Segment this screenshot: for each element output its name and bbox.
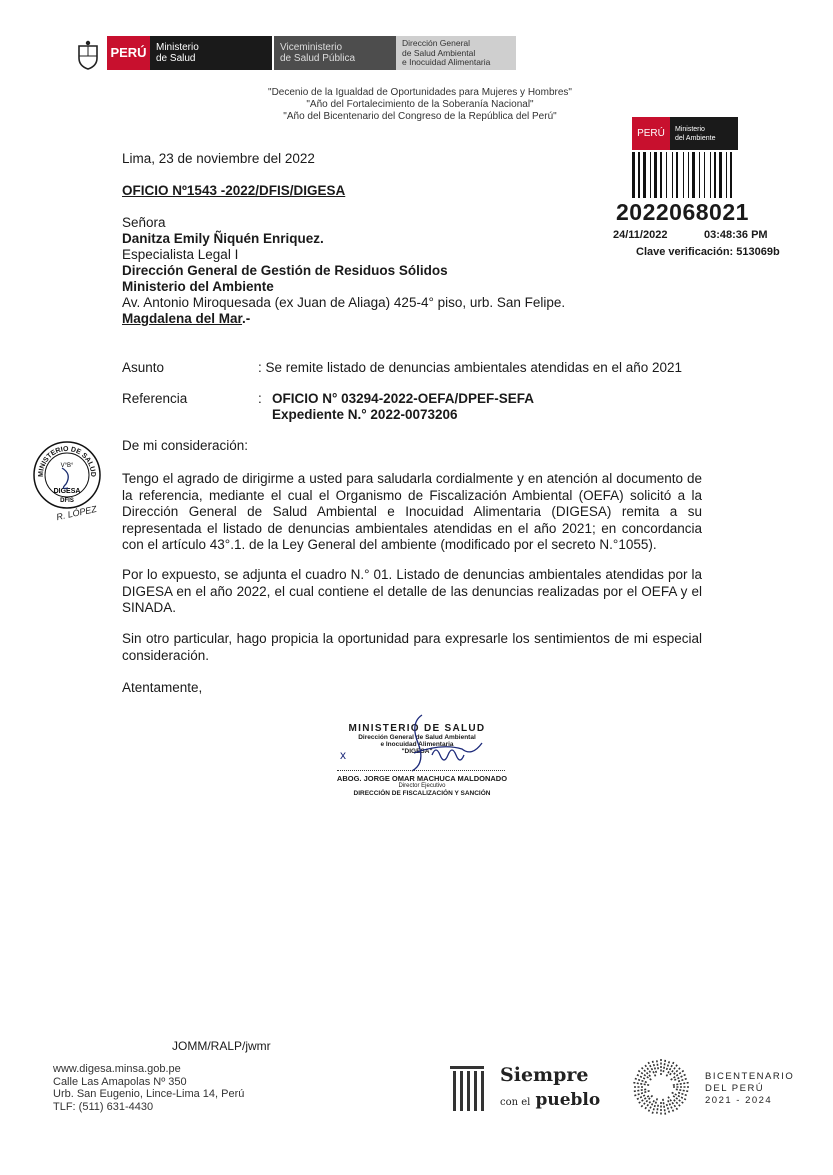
barcode-bar [704, 152, 705, 198]
header-mottos [200, 87, 640, 123]
barcode-bar [730, 152, 732, 198]
signatory-unit: DIRECCIÓN DE FISCALIZACIÓN Y SANCIÓN [353, 790, 491, 797]
barcode-bar [699, 152, 700, 198]
asunto-label: Asunto [122, 360, 165, 375]
header-direction-line: Dirección General [402, 38, 471, 48]
recipient-role: Especialista Legal I [122, 247, 239, 262]
footer-address-line: Calle Las Amapolas Nº 350 [53, 1075, 187, 1088]
barcode-bar [643, 152, 646, 198]
sunburst-ray [678, 1078, 688, 1081]
stamp-verification-key: Clave verificación: 513069b [636, 246, 780, 258]
seal-vb: V°B° [60, 463, 74, 469]
header-peru-label: PERÚ [107, 36, 150, 70]
bicent-line: 2021 - 2024 [705, 1095, 773, 1106]
seal-inner-text: DIGESA [53, 488, 81, 495]
sunburst-ray [663, 1099, 666, 1115]
stamp-ministry-line: Ministerio [675, 126, 705, 133]
signature-ministry: MINISTERIO DE SALUD [348, 723, 486, 734]
bicentenario-text [705, 1071, 794, 1107]
header-ministry [150, 36, 272, 70]
footer-address-line: Urb. San Eugenio, Lince-Lima 14, Perú [53, 1088, 245, 1100]
barcode-bar [714, 152, 716, 198]
greeting: De mi consideración: [122, 438, 249, 453]
recipient-city [122, 311, 250, 328]
barcode-bar [638, 152, 640, 198]
barcode-bar [654, 152, 657, 198]
svg-text:x: x [340, 748, 346, 762]
city-suffix: .- [242, 311, 251, 326]
sunburst-ray [657, 1059, 659, 1069]
sunburst-ray [678, 1093, 688, 1096]
barcode-bar [688, 152, 689, 198]
letter-reference-number: OFICIO Nº1543 -2022/DFIS/DIGESA [122, 183, 346, 198]
sunburst-ray [645, 1102, 651, 1110]
barcode-bar [710, 152, 711, 198]
sunburst-ray [633, 1089, 646, 1091]
barcode-bar [650, 152, 651, 198]
siempre-text: Siempre [500, 1064, 589, 1086]
letter-date: Lima, 23 de noviembre del 2022 [122, 151, 315, 166]
barcode-bar [719, 152, 722, 198]
sunburst-ray [636, 1095, 645, 1100]
pueblo-text: pueblo [535, 1090, 601, 1110]
barcode-bar [666, 152, 667, 198]
approval-seal-icon [32, 440, 102, 510]
signature-direction-line: e Inocuidad Alimentaria [380, 741, 454, 748]
referencia-label: Referencia [122, 391, 188, 406]
bicent-line: BICENTENARIO [705, 1071, 795, 1082]
referencia-oficio: OFICIO N° 03294-2022-OEFA/DPEF-SEFA [272, 391, 534, 406]
body-paragraph-1: Tengo el agrado de dirigirme a usted para saludarla cordialmente y en atención al documento de la referencia, mediante el cual el Organismo de Fiscalización Ambiental (OEFA) solicitó a la Dirección General de Salud Ambiental e Inocuidad Alimentaria (DIGESA) remita a su representada el listado de denuncias ambientales atendidas en el año 2021; en concordancia con el artículo 43°.1. de la Ley General del ambiente (modificado por el secreto N.°1055). [122, 471, 702, 552]
barcode-bar [660, 152, 662, 198]
coat-of-arms-icon [76, 40, 100, 70]
sunburst-ray [657, 1105, 659, 1115]
barcode-bar [726, 152, 727, 198]
signatory-name: ABOG. JORGE OMAR MACHUCA MALDONADO [336, 774, 508, 783]
con-el-text: con el [500, 1097, 531, 1108]
stamp-time: 03:48:36 PM [704, 229, 768, 241]
sunburst-ray [667, 1104, 670, 1114]
footer-contact [53, 1063, 244, 1113]
header-ministry-line: Ministerio [156, 42, 199, 53]
body-paragraph-2: Por lo expuesto, se adjunta el cuadro N.° 01. Listado de denuncias ambientales atendidas por la DIGESA en el año 2022, el cual contiene el detalle de las denuncias realizadas por el OEFA y el SINADA. [122, 567, 702, 615]
recipient-address: Av. Antonio Miroquesada (ex Juan de Aliaga) 425-4° piso, urb. San Felipe. [122, 295, 566, 310]
seal-dfis: DFIS [60, 498, 74, 504]
signature-direction-line: Dirección General de Salud Ambiental [358, 734, 476, 741]
stamp-ministry-line: del Ambiente [675, 135, 716, 142]
signature-block [322, 713, 512, 808]
barcode-bar [672, 152, 673, 198]
body-paragraph-3: Sin otro particular, hago propicia la oportunidad para expresarle los sentimientos de mi especial consideración. [122, 631, 702, 663]
sunburst-ray [633, 1083, 649, 1086]
motto-line: "Año del Bicentenario del Congreso de la República del Perú" [283, 111, 557, 122]
sunburst-ray [673, 1083, 689, 1086]
seal-ring-text: MINISTERIO DE SALUD [37, 445, 97, 478]
sunburst-ray [634, 1091, 649, 1096]
salutation: Señora [122, 215, 166, 230]
stamp-ministry [670, 117, 738, 150]
recipient-direction: Dirección General de Gestión de Residuos Sólidos [122, 263, 448, 278]
sunburst-ray [641, 1095, 652, 1106]
footer-website: www.digesa.minsa.gob.pe [53, 1063, 181, 1075]
sunburst-ray [667, 1060, 670, 1070]
columns-icon [448, 1064, 488, 1114]
con-el-pueblo-text [500, 1090, 600, 1110]
closing: Atentamente, [122, 680, 203, 695]
header-vice-line: Viceministerio [280, 42, 343, 53]
sunburst-ray [676, 1089, 689, 1091]
header-direction-line: de Salud Ambiental [402, 47, 476, 58]
signatory-role: Director Ejecutivo [398, 783, 446, 789]
sunburst-ray [663, 1059, 665, 1072]
sunburst-ray [636, 1074, 645, 1079]
motto-line: "Decenio de la Igualdad de Oportunidades para Mujeres y Hombres" [268, 87, 572, 98]
sunburst-ray [652, 1060, 656, 1072]
barcode-bar [683, 152, 684, 198]
referencia-expediente: Expediente N.° 2022-0073206 [272, 407, 458, 422]
seal-note: R. LÓPEZ [55, 503, 98, 523]
bicentenario-logo-icon [630, 1056, 692, 1118]
recipient-ministry: Ministerio del Ambiente [122, 279, 274, 294]
document-initials: JOMM/RALP/jwmr [172, 1039, 271, 1053]
motto-line: "Año del Fortalecimiento de la Soberanía Nacional" [306, 99, 534, 110]
header-direction [396, 36, 516, 70]
barcode-bar [632, 152, 635, 198]
siempre-con-el-pueblo-logo [448, 1062, 601, 1118]
handwritten-signature-icon [322, 713, 512, 793]
header-direction-line: e Inocuidad Alimentaria [402, 57, 491, 67]
asunto-value: : Se remite listado de denuncias ambientales atendidas en el año 2021 [258, 360, 683, 375]
header-ministry-line: de Salud [156, 53, 196, 64]
stamp-peru-label: PERÚ [632, 117, 670, 150]
referencia-colon: : [258, 391, 262, 406]
barcode-bar [676, 152, 678, 198]
header-viceministry [274, 36, 396, 70]
barcode-bar [692, 152, 695, 198]
header-vice-line: de Salud Pública [280, 53, 356, 64]
signature-direction-line: "DIGESA" [401, 748, 433, 755]
stamp-date: 24/11/2022 [613, 229, 668, 241]
recipient-name: Danitza Emily Ñiquén Enriquez. [122, 231, 324, 246]
city-name: Magdalena del Mar [122, 311, 243, 326]
barcode [632, 152, 754, 198]
stamp-number: 2022068021 [616, 199, 749, 225]
signature-line [337, 770, 505, 771]
bicent-line: DEL PERÚ [705, 1083, 765, 1094]
footer-phone: TLF: (511) 631-4430 [53, 1100, 154, 1113]
